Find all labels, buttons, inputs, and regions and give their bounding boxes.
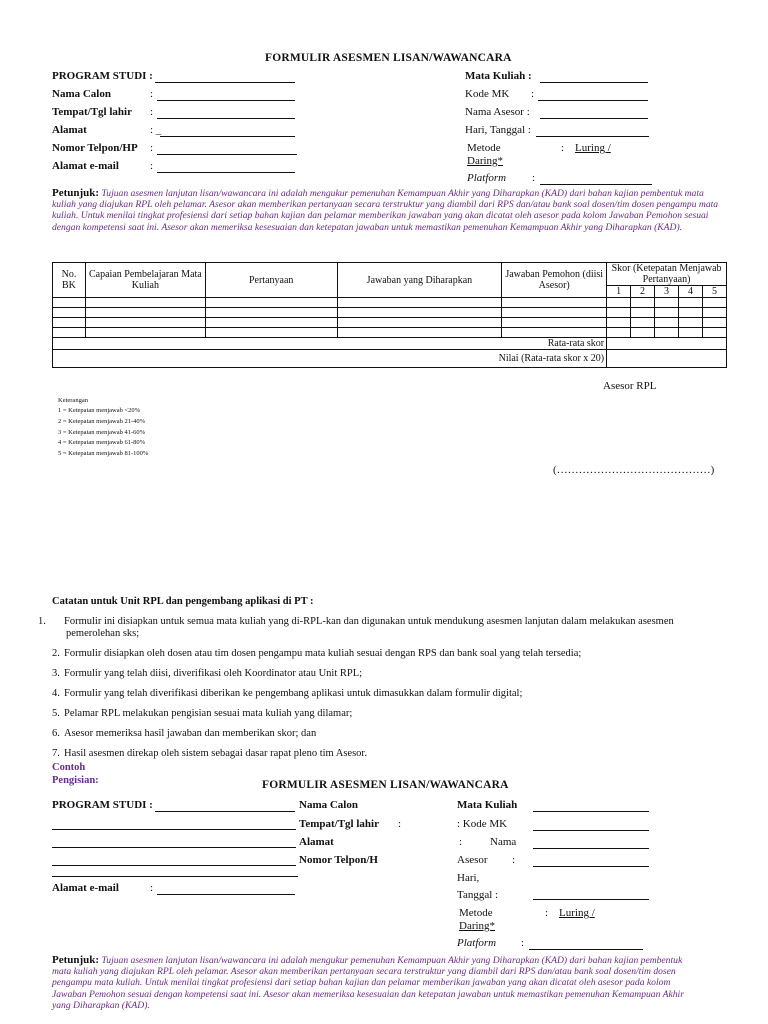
form2-line[interactable] [52,837,296,848]
table-cell[interactable] [607,328,631,338]
list-item: 3. Formulir yang telah diisi, diverifikasi oleh Koordinator atau Unit RPL; [52,668,363,679]
table-cell[interactable] [85,328,205,338]
form2-mata-kuliah-field[interactable] [533,801,649,812]
nomor-telpon-field[interactable] [157,144,297,155]
col-header-capaian: Capaian Pembelajaran Mata Kuliah [85,263,205,298]
tempat-lahir-label: Tempat/Tgl lahir [52,106,132,118]
form2-email-label: Alamat e-mail [52,882,119,894]
platform-field[interactable] [540,174,652,185]
form2-kode-label: : Kode MK [457,818,508,830]
pengisian-label: Pengisian: [52,775,99,786]
form2-nama-calon-label: Nama Calon [299,799,358,811]
form2-platform-field[interactable] [529,939,643,950]
keterangan-item: 4 = Ketepatan menjawab 61-80% [58,439,146,446]
list-item: 4. Formulir yang telah diverifikasi diberikan ke pengembang aplikasi untuk dimasukkan dalam formulir digital; [52,688,523,699]
rata-rata-value[interactable] [607,338,727,350]
form2-petunjuk-text: Tujuan asesmen lanjutan lisan/wawancara ini adalah mengukur pemenuhan Kemampuan Akhir yang Diharapkan (KAD) dari bahan kajian pembentuk mata kuliah yang diajukan RPL oleh pelamar. Asesor akan memberikan pertanyaan secara terstruktur yang diambil dari RPS dan/atau bank soal dosen/tim dosen pengampu mata kuliah. Untuk menilai tingkat profesiensi dari setiap bahan kajian dan pelamar memberikan jawaban yang akan dicatat oleh asesor pada kolom Jawaban Pemohon sesuai dengan kompetensi saat ini. Asesor akan memeriksa kesesuaian dan ketepatan jawaban untuk memastikan pemenuhan Kemampuan Akhir yang Diharapkan (KAD). [52,955,684,1011]
table-cell[interactable] [337,298,502,308]
catatan-text: Formulir ini disiapkan untuk semua mata kuliah yang di-RPL-kan dan digunakan untuk mendukung asesmen lanjutan dalam melakukan asesmen pemerolehan sks; [64,616,674,639]
table-cell[interactable] [678,328,702,338]
nomor-telpon-label: Nomor Telpon/HP [52,142,138,154]
form2-tempat-label: Tempat/Tgl lahir [299,818,379,830]
form2-program-studi-label: PROGRAM STUDI : [52,799,153,811]
colon: : _ [150,124,162,136]
metode-daring[interactable]: Daring* [467,155,504,167]
table-cell[interactable] [655,318,679,328]
catatan-title: Catatan untuk Unit RPL dan pengembang aplikasi di PT : [52,596,314,607]
col-header-pertanyaan: Pertanyaan [205,263,337,298]
table-cell[interactable] [85,298,205,308]
signature-line: (……………………………………) [553,464,715,476]
col-header-skor: Skor (Ketepatan Menjawab Pertanyaan) [607,263,727,286]
nama-asesor-field[interactable] [540,108,648,119]
form2-nomor-label: Nomor Telpon/H [299,854,378,866]
table-cell[interactable] [502,308,607,318]
list-item: 5. Pelamar RPL melakukan pengisian sesuai mata kuliah yang dilamar; [52,708,353,719]
table-cell[interactable] [607,308,631,318]
col-header-jawaban-diharapkan: Jawaban yang Diharapkan [337,263,502,298]
table-cell[interactable] [607,318,631,328]
list-item: 1. Formulir ini disiapkan untuk semua mata kuliah yang di-RPL-kan dan digunakan untuk mendukung asesmen lanjutan dalam melakukan asesmen pemerolehan sks; [38,616,674,639]
form2-line[interactable] [52,855,296,866]
skor-col-2: 2 [631,286,655,298]
catatan-text: Formulir disiapkan oleh dosen atau tim dosen pengampu mata kuliah sesuai dengan RPS dan bank soal yang telah tersedia; [64,648,582,659]
form2-petunjuk-label: Petunjuk: [52,954,100,966]
form2-line[interactable] [52,866,298,877]
form2-nama-label: Nama [490,836,517,848]
kode-mk-field[interactable] [538,90,648,101]
metode-luring[interactable]: Luring / [575,142,611,154]
catatan-text: Hasil asesmen direkap oleh sistem sebagai dasar rapat pleno tim Asesor. [64,748,367,759]
catatan-text: Formulir yang telah diisi, diverifikasi oleh Koordinator atau Unit RPL; [64,668,363,679]
colon: : [150,142,154,154]
table-cell[interactable] [702,298,726,308]
skor-col-5: 5 [702,286,726,298]
form-title: FORMULIR ASESMEN LISAN/WAWANCARA [265,52,512,64]
table-row [53,318,727,328]
alamat-label: Alamat [52,124,87,136]
table-cell[interactable] [631,328,655,338]
table-cell[interactable] [53,308,86,318]
colon: : [459,836,463,848]
catatan-text: Asesor memeriksa hasil jawaban dan memberikan skor; dan [64,728,317,739]
assessment-table [52,262,727,368]
table-cell[interactable] [337,308,502,318]
table-cell[interactable] [702,328,726,338]
form2-title: FORMULIR ASESMEN LISAN/WAWANCARA [262,779,509,791]
list-item: 2. Formulir disiapkan oleh dosen atau tim dosen pengampu mata kuliah sesuai dengan RPS dan bank soal yang telah tersedia; [52,648,582,659]
form2-email-field[interactable] [157,884,295,895]
program-studi-field[interactable] [155,72,295,83]
keterangan-item: 5 = Ketepatan menjawab 81-100% [58,450,149,457]
table-cell[interactable] [655,328,679,338]
colon: : [150,88,154,100]
table-cell[interactable] [702,318,726,328]
table-cell[interactable] [678,308,702,318]
form2-nama-field[interactable] [533,838,649,849]
nama-calon-label: Nama Calon [52,88,111,100]
hari-tanggal-label: Hari, Tanggal : [465,124,531,136]
colon: : [531,88,535,100]
catatan-text: Formulir yang telah diverifikasi diberikan ke pengembang aplikasi untuk dimasukkan dalam formulir digital; [64,688,523,699]
table-cell[interactable] [678,318,702,328]
table-cell[interactable] [337,318,502,328]
alamat-email-field[interactable] [157,162,295,173]
alamat-field[interactable] [160,126,295,137]
table-cell[interactable] [655,308,679,318]
nama-asesor-label: Nama Asesor : [465,106,530,118]
form2-petunjuk-block [52,955,702,1011]
form2-program-studi-field[interactable] [155,801,295,812]
list-item: 6. Asesor memeriksa hasil jawaban dan memberikan skor; dan [52,728,317,739]
list-item: 7. Hasil asesmen direkap oleh sistem sebagai dasar rapat pleno tim Asesor. [52,748,367,759]
tempat-lahir-field[interactable] [157,108,295,119]
nama-calon-field[interactable] [157,90,295,101]
table-row [53,328,727,338]
form2-metode-daring[interactable]: Daring* [459,920,496,932]
catatan-list [38,616,712,768]
form2-asesor-label: Asesor [457,854,488,866]
alamat-email-label: Alamat e-mail [52,160,119,172]
table-cell[interactable] [53,318,86,328]
table-row [53,298,727,308]
asesor-rpl-label: Asesor RPL [603,380,657,392]
form2-line[interactable] [52,819,296,830]
contoh-label: Contoh [52,762,86,773]
table-row [53,308,727,318]
form2-metode-label: Metode [459,907,493,919]
table-cell[interactable] [205,298,337,308]
table-cell[interactable] [85,318,205,328]
nilai-label: Nilai (Rata-rata skor x 20) [53,350,607,368]
table-cell[interactable] [502,328,607,338]
skor-col-1: 1 [607,286,631,298]
keterangan-item: 1 = Ketepatan menjawab <20% [58,407,141,414]
table-cell[interactable] [631,298,655,308]
form2-hari-label: Hari, [457,872,480,884]
table-cell[interactable] [85,308,205,318]
colon: : [532,172,536,184]
col-header-jawaban-pemohon: Jawaban Pemohon (diisi Asesor) [502,263,607,298]
keterangan-item: 3 = Ketepatan menjawab 41-60% [58,429,146,436]
platform-label: Platform [467,172,507,184]
form2-mata-kuliah-label: Mata Kuliah [457,799,518,811]
kode-mk-label: Kode MK [465,88,510,100]
colon: : [150,106,154,118]
skor-col-3: 3 [655,286,679,298]
keterangan-item: 2 = Ketepatan menjawab 21-40% [58,418,146,425]
catatan-text: Pelamar RPL melakukan pengisian sesuai mata kuliah yang dilamar; [64,708,353,719]
table-cell[interactable] [702,308,726,318]
form2-alamat-label: Alamat [299,836,334,848]
colon: : [150,882,154,894]
program-studi-label: PROGRAM STUDI : [52,70,153,82]
nilai-value[interactable] [607,350,727,368]
colon: : [545,907,549,919]
col-header-no-bk: No. BK [53,263,86,298]
form2-metode-luring[interactable]: Luring / [559,907,595,919]
table-cell[interactable] [337,328,502,338]
colon: : [561,142,565,154]
mata-kuliah-label: Mata Kuliah : [465,70,532,82]
petunjuk-text: Tujuan asesmen lanjutan lisan/wawancara ini adalah mengukur pemenuhan Kemampuan Akhir yang Diharapkan (KAD) dari bahan kajian pembentuk mata kuliah yang diajukan RPL oleh pelamar. Asesor akan memberikan pertanyaan secara terstruktur yang diambil dari RPS dan/atau bank soal dosen/tim dosen pengampu mata kuliah. Untuk menilai tingkat profesiensi dari setiap bahan kajian dan pelamar memberikan jawaban yang akan dicatat oleh asesor pada kolom Jawaban Pemohon sesuai dengan kompetensi saat ini. Asesor akan memeriksa kesesuaian dan ketepatan jawaban untuk memastikan pemenuhan Kemampuan Akhir yang Diharapkan (KAD). [52,188,719,233]
table-cell[interactable] [205,308,337,318]
form2-asesor-field[interactable] [533,856,649,867]
table-cell[interactable] [678,298,702,308]
colon: : [150,160,154,172]
petunjuk-label: Petunjuk: [52,187,100,199]
table-cell[interactable] [502,298,607,308]
form2-platform-label: Platform [457,937,497,949]
table-cell[interactable] [53,328,86,338]
table-cell[interactable] [607,298,631,308]
form2-tanggal-field[interactable] [533,889,649,900]
metode-label: Metode [467,142,501,154]
form2-kode-field[interactable] [533,820,649,831]
table-cell[interactable] [205,328,337,338]
keterangan-title: Keterangan [58,397,88,404]
table-cell[interactable] [53,298,86,308]
form2-tanggal-label: Tanggal : [457,889,499,901]
petunjuk-block [52,188,724,233]
colon: : [512,854,516,866]
skor-col-4: 4 [678,286,702,298]
table-cell[interactable] [631,308,655,318]
hari-tanggal-field[interactable] [536,126,649,137]
colon: : [521,937,525,949]
table-cell[interactable] [502,318,607,328]
colon: : [398,818,402,830]
table-cell[interactable] [631,318,655,328]
table-cell[interactable] [655,298,679,308]
rata-rata-label: Rata-rata skor [53,338,607,350]
mata-kuliah-field[interactable] [540,72,648,83]
table-cell[interactable] [205,318,337,328]
